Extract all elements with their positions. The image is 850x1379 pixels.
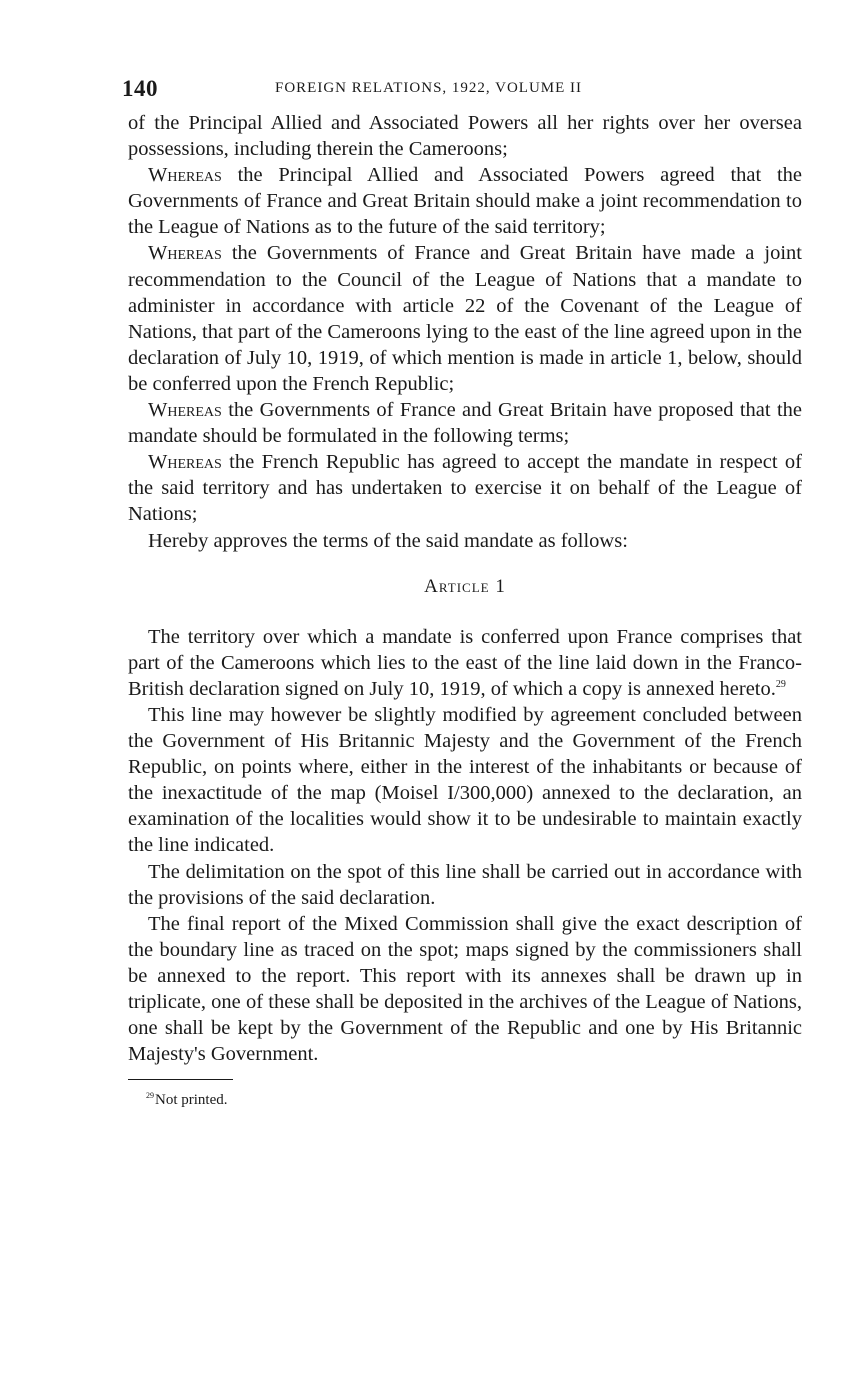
running-head-title: FOREIGN RELATIONS, 1922, VOLUME II xyxy=(275,80,583,96)
whereas-paragraph-1 xyxy=(128,162,802,240)
article-paragraph-4 xyxy=(128,911,802,1068)
footnote-marker: 29 xyxy=(146,1091,154,1101)
paragraph-text: The delimitation on the spot of this line shall be carried out in accordance with the provisions of the said declaration. xyxy=(128,860,802,909)
paragraph-text: the Principal Allied and Associated Powers agreed that the Governments of France and Great Britain should make a joint recommendation to the League of Nations as to the future of the said territory; xyxy=(128,164,802,239)
paragraph-text: of the Principal Allied and Associated Powers all her rights over her oversea possessions, including therein the Cameroons; xyxy=(128,112,802,161)
whereas-lead: Whereas xyxy=(148,242,222,265)
whereas-paragraph-4 xyxy=(128,449,802,527)
paragraph-text: The final report of the Mixed Commission shall give the exact description of the boundary line as traced on the spot; maps signed by the commissioners shall be annexed to the report. This report with its annexes shall be drawn up in triplicate, one of these shall be deposited in the archives of the League of Nations, one shall be kept by the Government of the Republic and one by His Britannic Majesty's Government. xyxy=(128,912,802,1066)
footnote-text: Not printed. xyxy=(155,1092,228,1109)
paragraph-text: the Governments of France and Great Britain have proposed that the mandate should be formulated in the following terms; xyxy=(128,399,802,448)
article-paragraph-3 xyxy=(128,859,802,911)
paragraph-text: This line may however be slightly modified by agreement concluded between the Government of His Britannic Majesty and the Government of the French Republic, on points where, either in the interest of the inhabitants or because of the inexactitude of the map (Moisel I/300,000) annexed to the declaration, an examination of the localities would show it to be undesirable to maintain exactly the line indicated. xyxy=(128,703,802,857)
whereas-lead: Whereas xyxy=(148,399,222,422)
paragraph-continuation xyxy=(128,110,802,162)
paragraph-text: the French Republic has agreed to accept the mandate in respect of the said territory and has undertaken to exercise it on behalf of the League of Nations; xyxy=(128,451,802,526)
paragraph-text: The territory over which a mandate is conferred upon France comprises that part of the Cameroons which lies to the east of the line laid down in the Franco-British declaration signed on July 10, 1919, of which a copy is annexed hereto. xyxy=(128,625,802,700)
footnote-reference: 29 xyxy=(775,679,786,691)
article-heading: Article 1 xyxy=(424,575,506,597)
paragraph-text: the Governments of France and Great Britain have made a joint recommendation to the Council of the League of Nations that a mandate to administer in accordance with article 22 of the Covenant of the League of Nations, that part of the Cameroons lying to the east of the line agreed upon in the declaration of July 10, 1919, of which mention is made in article 1, below, should be conferred upon the French Republic; xyxy=(128,242,802,395)
whereas-lead: Whereas xyxy=(148,451,222,474)
whereas-paragraph-2 xyxy=(128,240,802,397)
footnote xyxy=(146,1092,802,1109)
whereas-lead: Whereas xyxy=(148,164,222,187)
body-text xyxy=(128,110,802,1067)
page-number: 140 xyxy=(122,76,158,101)
running-head xyxy=(122,70,802,110)
article-paragraph-1 xyxy=(128,624,802,702)
whereas-paragraph-3 xyxy=(128,397,802,449)
document-page xyxy=(122,70,802,1109)
paragraph-text: Hereby approves the terms of the said mandate as follows: xyxy=(148,529,628,552)
article-paragraph-2 xyxy=(128,702,802,859)
approval-paragraph xyxy=(128,528,802,554)
footnote-divider xyxy=(128,1079,233,1080)
